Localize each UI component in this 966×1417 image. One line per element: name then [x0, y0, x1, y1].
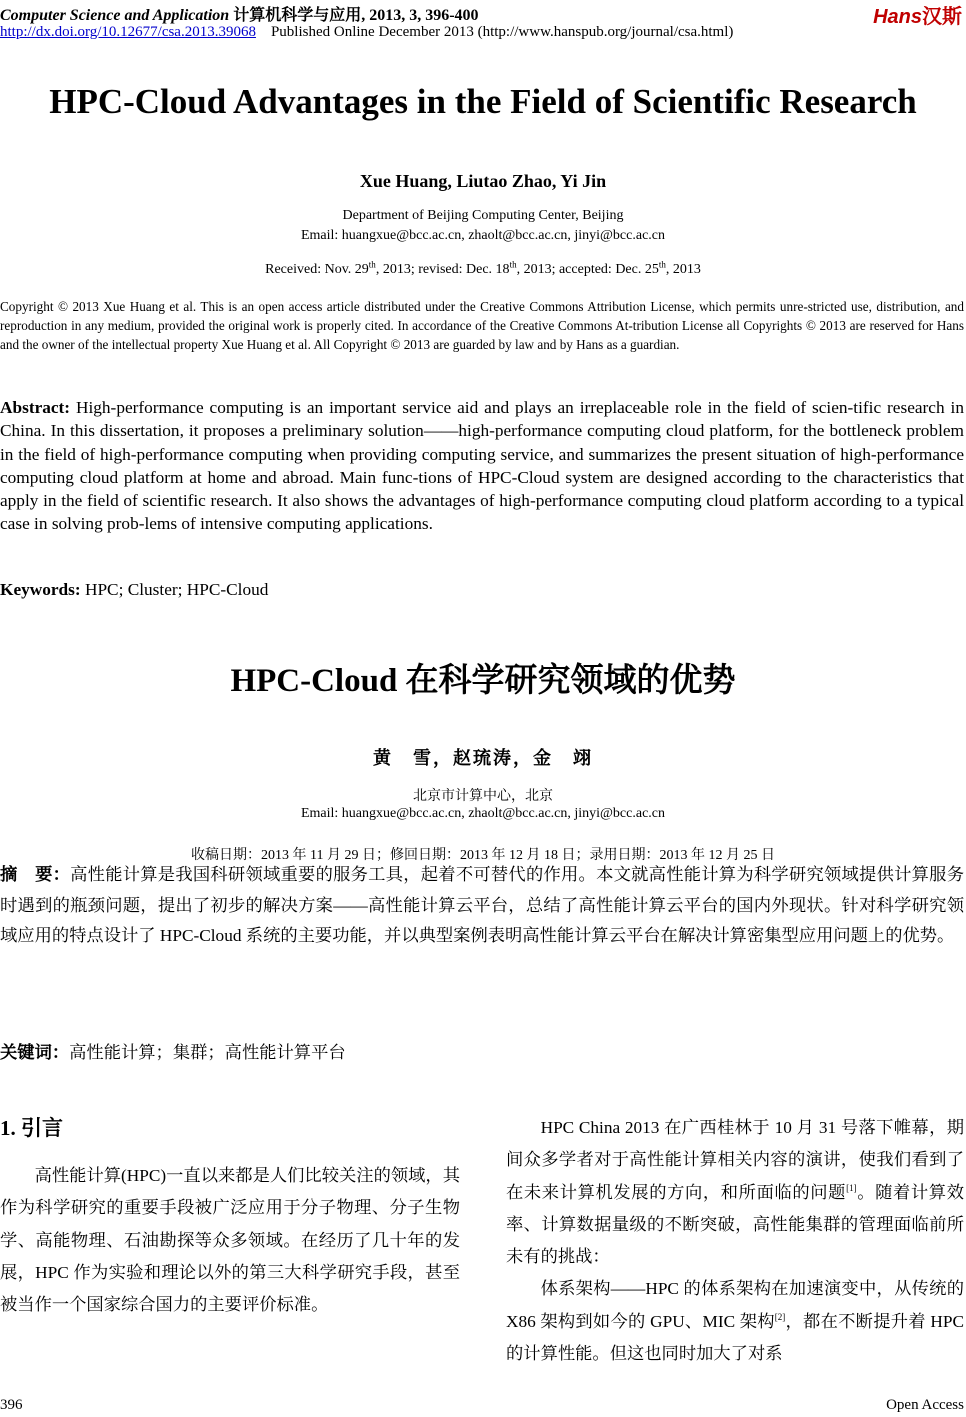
paragraph-text: 体系架构——HPC 的体系架构在加速演变中，从传统的 X86 架构到如今的 GPU、MIC 架构: [506, 1279, 964, 1331]
received-sup: th: [368, 259, 376, 270]
received-part: Received: Nov. 29: [265, 262, 369, 277]
paragraph: [506, 1273, 964, 1370]
keywords-label-cn: 关键词：: [0, 1043, 70, 1063]
email-en: Email: huangxue@bcc.ac.cn, zhaolt@bcc.ac.cn, jinyi@bcc.ac.cn: [300, 228, 665, 243]
body-column-right: [506, 1112, 964, 1370]
paragraph-text: HPC China 2013 在广西桂林于 10 月 31 号落下帷幕，期间众多学者对于高性能计算相关内容的演讲，使我们看到了在未来计算机发展的方向，和所面临的问题: [506, 1118, 964, 1202]
authors-en: Xue Huang, Liutao Zhao, Yi Jin: [359, 171, 607, 191]
page-number: 396: [0, 1397, 23, 1413]
doi-link[interactable]: http://dx.doi.org/10.12677/csa.2013.39068: [0, 24, 256, 40]
citation-ref: [1]: [846, 1182, 857, 1193]
abstract-en: [0, 396, 964, 536]
abstract-cn: [0, 860, 964, 952]
body-column-left: [0, 1160, 460, 1321]
received-dates-en: [0, 259, 966, 278]
received-dates-cn: 收稿日期：2013 年 11 月 29 日；修回日期：2013 年 12 月 18 日；录用日期：2013 年 12 月 25 日: [191, 848, 775, 863]
accepted-part: , 2013; accepted: Dec. 25: [516, 262, 659, 277]
keywords-cn: [0, 1038, 346, 1063]
revised-part: , 2013; revised: Dec. 18: [375, 262, 510, 277]
copyright-notice: Copyright © 2013 Xue Huang et al. This is an open access article distributed under the Creative Commons Attribution License, which permits unre-stricted use, distribution, and reproduction in any medium, provided the original work is properly cited. In accordance of the Creative Commons At-tribution License all Copyrights © 2013 are reserved for Hans and the owner of the intellectual property Xue Huang et al. All Copyright © 2013 are guarded by law and by Hans as a guardian.: [0, 299, 964, 352]
citation-ref: [2]: [774, 1312, 786, 1323]
affiliation-en: Department of Beijing Computing Center, Beijing: [342, 208, 624, 223]
abstract-label-cn: 摘 要：: [0, 865, 71, 885]
paragraph-text: ，都在不断提升着 HPC 的计算性能。但这也同时加大了对系: [506, 1311, 964, 1364]
paragraph: 高性能计算(HPC)一直以来都是人们比较关注的领域，其作为科学研究的重要手段被广泛应用于分子物理、分子生物学、高能物理、石油勘探等众多领域。在经历了几十年的发展，HPC 作为实验和理论以外的第三大科学研究手段，甚至被当作一个国家综合国力的主要评价标准。: [0, 1166, 460, 1315]
section-heading-introduction: 1. 引言: [0, 1116, 63, 1140]
publisher-logo: [873, 0, 962, 29]
paragraph: [506, 1112, 964, 1273]
abstract-label-en: Abstract:: [0, 398, 71, 417]
revised-sup: th: [509, 259, 517, 270]
open-access-label: Open Access: [886, 1397, 964, 1413]
logo-text-en: Hans: [873, 6, 922, 28]
paper-title-cn: HPC-Cloud 在科学研究领域的优势: [230, 663, 736, 699]
abstract-text-cn: 高性能计算是我国科研领域重要的服务工具，起着不可替代的作用。本文就高性能计算为科学研究领域提供计算服务时遇到的瓶颈问题，提出了初步的解决方案——高性能计算云平台，总结了高性能计算云平台的国内外现状。针对科学研究领域应用的特点设计了 HPC-Cloud 系统的主要功能，并以典型案例表明高性能计算云平台在解决计算密集型应用问题上的优势。: [0, 865, 964, 945]
abstract-text-en: High-performance computing is an important service aid and plays an irreplaceable role in the field of scien-tific research in China. In this dissertation, it proposes a preliminary solution——high-performance computing cloud platform, for the bottleneck problem in the field of high-performance computing when providing computing service, and summarizes the present situation of high-performance computing cloud platform at home and abroad. Main func-tions of HPC-Cloud system are designed according to the characteristics that apply in the field of scientific research. It also shows the advantages of high-performance computing cloud platform according to a typical case in solving prob-lems of intensive computing applications.: [0, 398, 964, 534]
accepted-sup: th: [658, 259, 666, 270]
journal-name-en: Computer Science and Application: [0, 7, 230, 24]
affiliation-cn: 北京市计算中心，北京: [413, 789, 553, 804]
keywords-text-cn: 高性能计算；集群；高性能计算平台: [69, 1043, 346, 1062]
keywords-label-en: Keywords:: [0, 580, 81, 599]
logo-text-cn: 汉斯: [922, 6, 962, 28]
keywords-text-en: HPC; Cluster; HPC-Cloud: [80, 580, 269, 599]
paper-title-en: HPC-Cloud Advantages in the Field of Scientific Research: [49, 82, 917, 121]
journal-header: [0, 2, 479, 25]
authors-cn: 黄 雪，赵琉涛，金 翊: [373, 748, 593, 769]
paragraph-text: 。随着计算效率、计算数据量级的不断突破，高性能集群的管理面临前所未有的挑战：: [506, 1182, 964, 1267]
journal-name-cn: 计算机科学与应用: [233, 7, 362, 24]
keywords-en: [0, 580, 268, 600]
email-cn: Email: huangxue@bcc.ac.cn, zhaolt@bcc.ac.cn, jinyi@bcc.ac.cn: [300, 806, 665, 821]
published-online: Published Online December 2013 (http://www.hanspub.org/journal/csa.html): [270, 24, 734, 40]
accepted-year: , 2013: [665, 262, 701, 277]
journal-volume: , 2013, 3, 396-400: [361, 7, 479, 24]
doi-line: [0, 24, 733, 41]
